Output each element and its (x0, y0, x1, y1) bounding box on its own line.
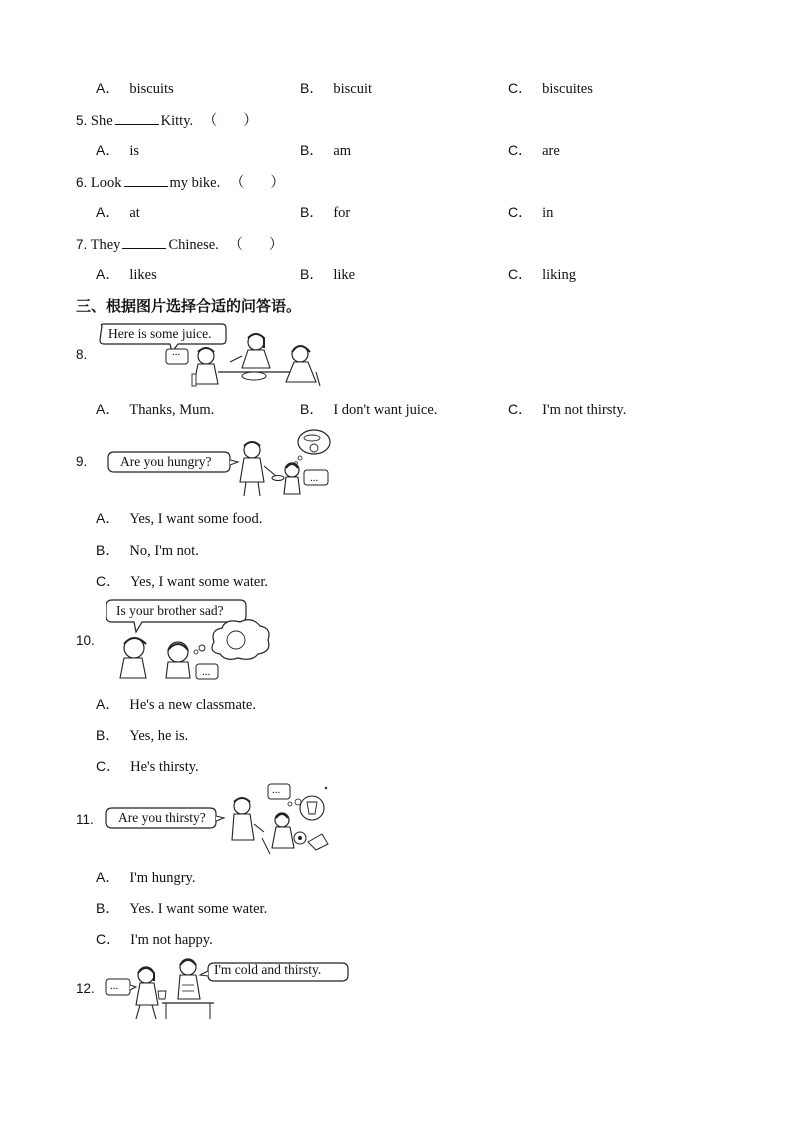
option-letter: B． (96, 900, 120, 916)
option-text: in (542, 205, 554, 221)
option-text: Yes, he is. (129, 728, 189, 744)
option-letter: C． (508, 142, 533, 158)
q8-option-b (300, 399, 437, 419)
q9-option-a (96, 508, 262, 528)
question-text-before: Look (90, 175, 122, 191)
q8-option-a (96, 399, 214, 419)
option-letter: B． (300, 266, 324, 282)
option-text: for (333, 205, 351, 221)
question-number-9: 9. (76, 454, 88, 469)
section-heading: 三、根据图片选择合适的问答语。 (76, 297, 302, 315)
q5-option-b (300, 140, 351, 160)
answer-parentheses[interactable]: （ ） (202, 113, 258, 129)
question-7 (76, 233, 283, 254)
option-text: at (129, 205, 140, 221)
q10-bubble-text: Is your brother sad? (116, 603, 224, 618)
q7-option-b (300, 264, 355, 284)
option-text: Thanks, Mum. (129, 402, 215, 418)
option-letter: C． (508, 401, 533, 417)
option-text: are (542, 143, 560, 159)
q4-options (96, 78, 174, 98)
q11-option-a (96, 867, 195, 887)
question-text-after: Chinese. (168, 237, 219, 253)
question-number: 5. (76, 113, 88, 128)
option-letter: C． (96, 573, 121, 589)
q5-option-c (508, 140, 560, 160)
answer-blank[interactable] (115, 112, 159, 125)
option-text: biscuits (129, 81, 174, 97)
option-letter: A． (96, 204, 120, 220)
option-letter: C． (508, 204, 533, 220)
q11-option-c (96, 929, 213, 949)
question-text-after: my bike. (169, 175, 221, 191)
q11-ellipsis: ... (272, 784, 281, 796)
question-number: 7. (76, 237, 88, 252)
option-letter: B． (300, 80, 324, 96)
q6-option-a (96, 202, 140, 222)
option-letter: C． (508, 80, 533, 96)
option-letter: A． (96, 696, 120, 712)
option-text: No, I'm not. (129, 543, 199, 559)
question-text-before: They (90, 237, 121, 253)
option-text: Yes. I want some water. (129, 901, 268, 917)
q9-bubble-text: Are you hungry? (120, 454, 212, 469)
option-letter: C． (508, 266, 533, 282)
q9-option-c (96, 571, 268, 591)
question-number: 6. (76, 175, 88, 190)
q10-option-a (96, 694, 256, 714)
option-text: am (333, 143, 352, 159)
option-letter: A． (96, 266, 120, 282)
option-letter: B． (96, 542, 120, 558)
q12-ellipsis: ... (110, 980, 119, 992)
option-letter: A． (96, 510, 120, 526)
option-text: I'm not happy. (130, 932, 213, 948)
option-text: likes (129, 267, 157, 283)
option-text: is (129, 143, 140, 159)
option-text: biscuites (542, 81, 593, 97)
answer-parentheses[interactable]: （ ） (229, 175, 285, 191)
option-letter: A． (96, 401, 120, 417)
option-letter: A． (96, 80, 120, 96)
option-text: biscuit (333, 81, 373, 97)
q11-option-b (96, 898, 267, 918)
q7-option-c (508, 264, 576, 284)
q6-option-c (508, 202, 553, 222)
q7-option-a (96, 264, 157, 284)
option-letter: A． (96, 869, 120, 885)
q6-option-b (300, 202, 350, 222)
option-letter: C． (96, 758, 121, 774)
option-text: liking (542, 267, 576, 283)
q8-ellipsis: ... (172, 346, 181, 358)
option-text: He's a new classmate. (129, 697, 256, 713)
q10-option-c (96, 756, 199, 776)
option-text: I'm not thirsty. (542, 402, 627, 418)
option-letter: B． (96, 727, 120, 743)
q4-option-b (300, 78, 372, 98)
option-text: like (333, 267, 356, 283)
option-text: He's thirsty. (130, 759, 199, 775)
q9-ellipsis: ... (310, 472, 319, 484)
q8-option-c (508, 399, 626, 419)
question-text-after: Kitty. (160, 113, 194, 129)
option-text: Yes, I want some water. (130, 574, 268, 590)
q9-option-b (96, 540, 199, 560)
option-letter: C． (96, 931, 121, 947)
answer-blank[interactable] (122, 236, 166, 249)
q10-ellipsis: ... (202, 666, 211, 678)
question-number-8: 8. (76, 347, 88, 362)
option-letter: A． (96, 142, 120, 158)
q5-option-a (96, 140, 139, 160)
question-6 (76, 171, 285, 192)
q8-bubble-text: Here is some juice. (108, 326, 212, 341)
q4-option-c (508, 78, 593, 98)
answer-blank[interactable] (124, 174, 168, 187)
q11-bubble-text: Are you thirsty? (118, 810, 206, 825)
question-text-before: She (90, 113, 113, 129)
option-text: Yes, I want some food. (129, 511, 263, 527)
question-number-10: 10. (76, 633, 95, 648)
q12-bubble-text: I'm cold and thirsty. (214, 962, 322, 977)
option-letter: B． (300, 142, 324, 158)
option-letter: B． (300, 204, 324, 220)
option-text: I don't want juice. (333, 402, 438, 418)
q10-option-b (96, 725, 188, 745)
question-number-11: 11. (76, 812, 94, 827)
option-text: I'm hungry. (129, 870, 196, 886)
question-5 (76, 109, 258, 130)
answer-parentheses[interactable]: （ ） (228, 237, 284, 253)
option-letter: B． (300, 401, 324, 417)
question-number-12: 12. (76, 981, 95, 996)
